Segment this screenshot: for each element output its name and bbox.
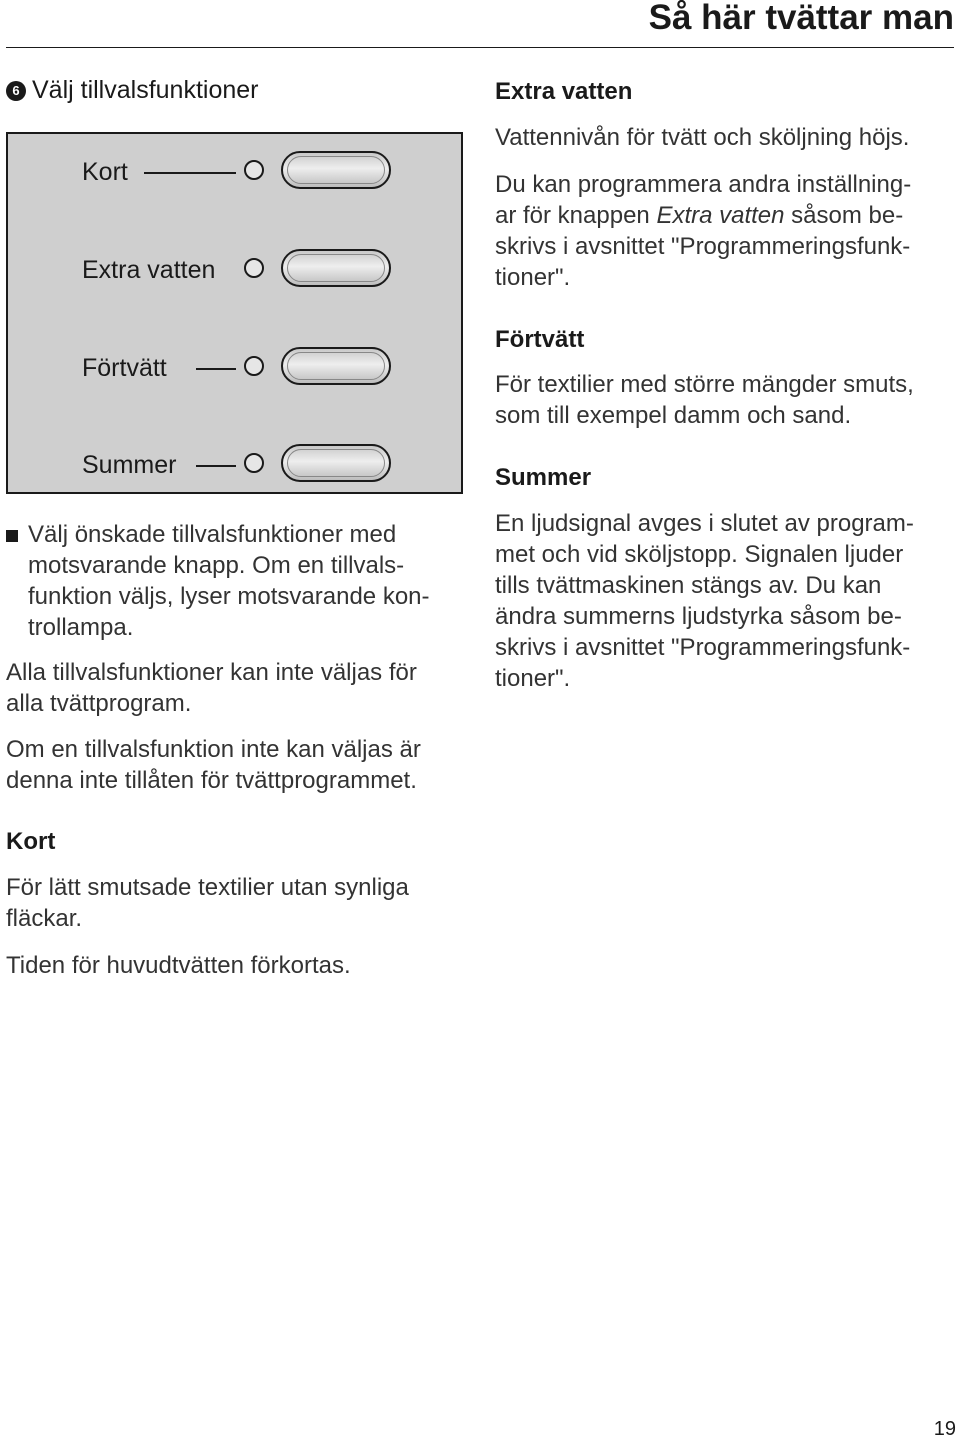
extra-vatten-text1: Vattennivån för tvätt och sköljning höjs. [495,124,910,151]
panel-row-summer [8,441,463,485]
option-button-extra-vatten [281,249,391,287]
option-button-fortvatt [281,347,391,385]
panel-label: Förtvätt [82,354,167,382]
step-heading-text: Välj tillvalsfunktioner [32,76,259,104]
section-heading-fortvatt: Förtvätt [495,326,585,353]
extra-vatten-text2: Du kan programmera andra inställning- ar för knappen Extra vatten såsom be- skrivs i avsnittet "Programmeringsfunk- tioner". [495,171,912,291]
option-button-kort [281,151,391,189]
panel-label: Extra vatten [82,256,216,284]
panel-row-extra-vatten [8,246,463,290]
control-panel-illustration [6,132,463,494]
leader-line [196,368,236,370]
step-heading [6,76,259,105]
panel-row-kort [8,148,463,192]
leader-line [196,465,236,467]
section-heading-summer: Summer [495,464,592,491]
panel-row-fortvatt [8,344,463,388]
kort-shortened-wash: Tiden för huvudtvätten förkortas. [6,952,351,979]
kort-description: För lätt smutsade textilier utan synliga fläckar. [6,874,409,932]
fortvatt-description: För textilier med större mängder smuts, som till exempel damm och sand. [495,371,914,429]
instruction-bullet: Välj önskade tillvalsfunktioner med motsvarande knapp. Om en tillvals- funktion väljs, lyser motsvarande kon- trollampa. [28,521,430,641]
leader-line [144,172,236,174]
panel-label: Summer [82,451,177,479]
page-number: 19 [933,1418,956,1440]
indicator-lamp [244,356,264,376]
indicator-lamp [244,258,264,278]
indicator-lamp [244,160,264,180]
summer-description: En ljudsignal avges i slutet av program- met och vid sköljstopp. Signalen ljuder tills tvättmaskinen stängs av. Du kan ändra summerns ljudstyrka såsom be- skrivs i avsnittet "Programmeringsfunk- tioner". [495,510,914,692]
option-button-summer [281,444,391,482]
paragraph-not-allowed: Om en tillvalsfunktion inte kan väljas är denna inte tillåten för tvättprogrammet. [6,736,421,794]
bullet-icon [6,530,18,542]
section-heading-kort: Kort [6,828,56,855]
section-heading-extra-vatten: Extra vatten [495,78,633,105]
indicator-lamp [244,453,264,473]
paragraph-not-all-programs: Alla tillvalsfunktioner kan inte väljas för alla tvättprogram. [6,659,417,717]
header-rule [6,47,954,48]
page-header-title: Så här tvättar man [648,0,954,37]
step-number-badge: 6 [6,81,26,101]
panel-label: Kort [82,158,128,186]
